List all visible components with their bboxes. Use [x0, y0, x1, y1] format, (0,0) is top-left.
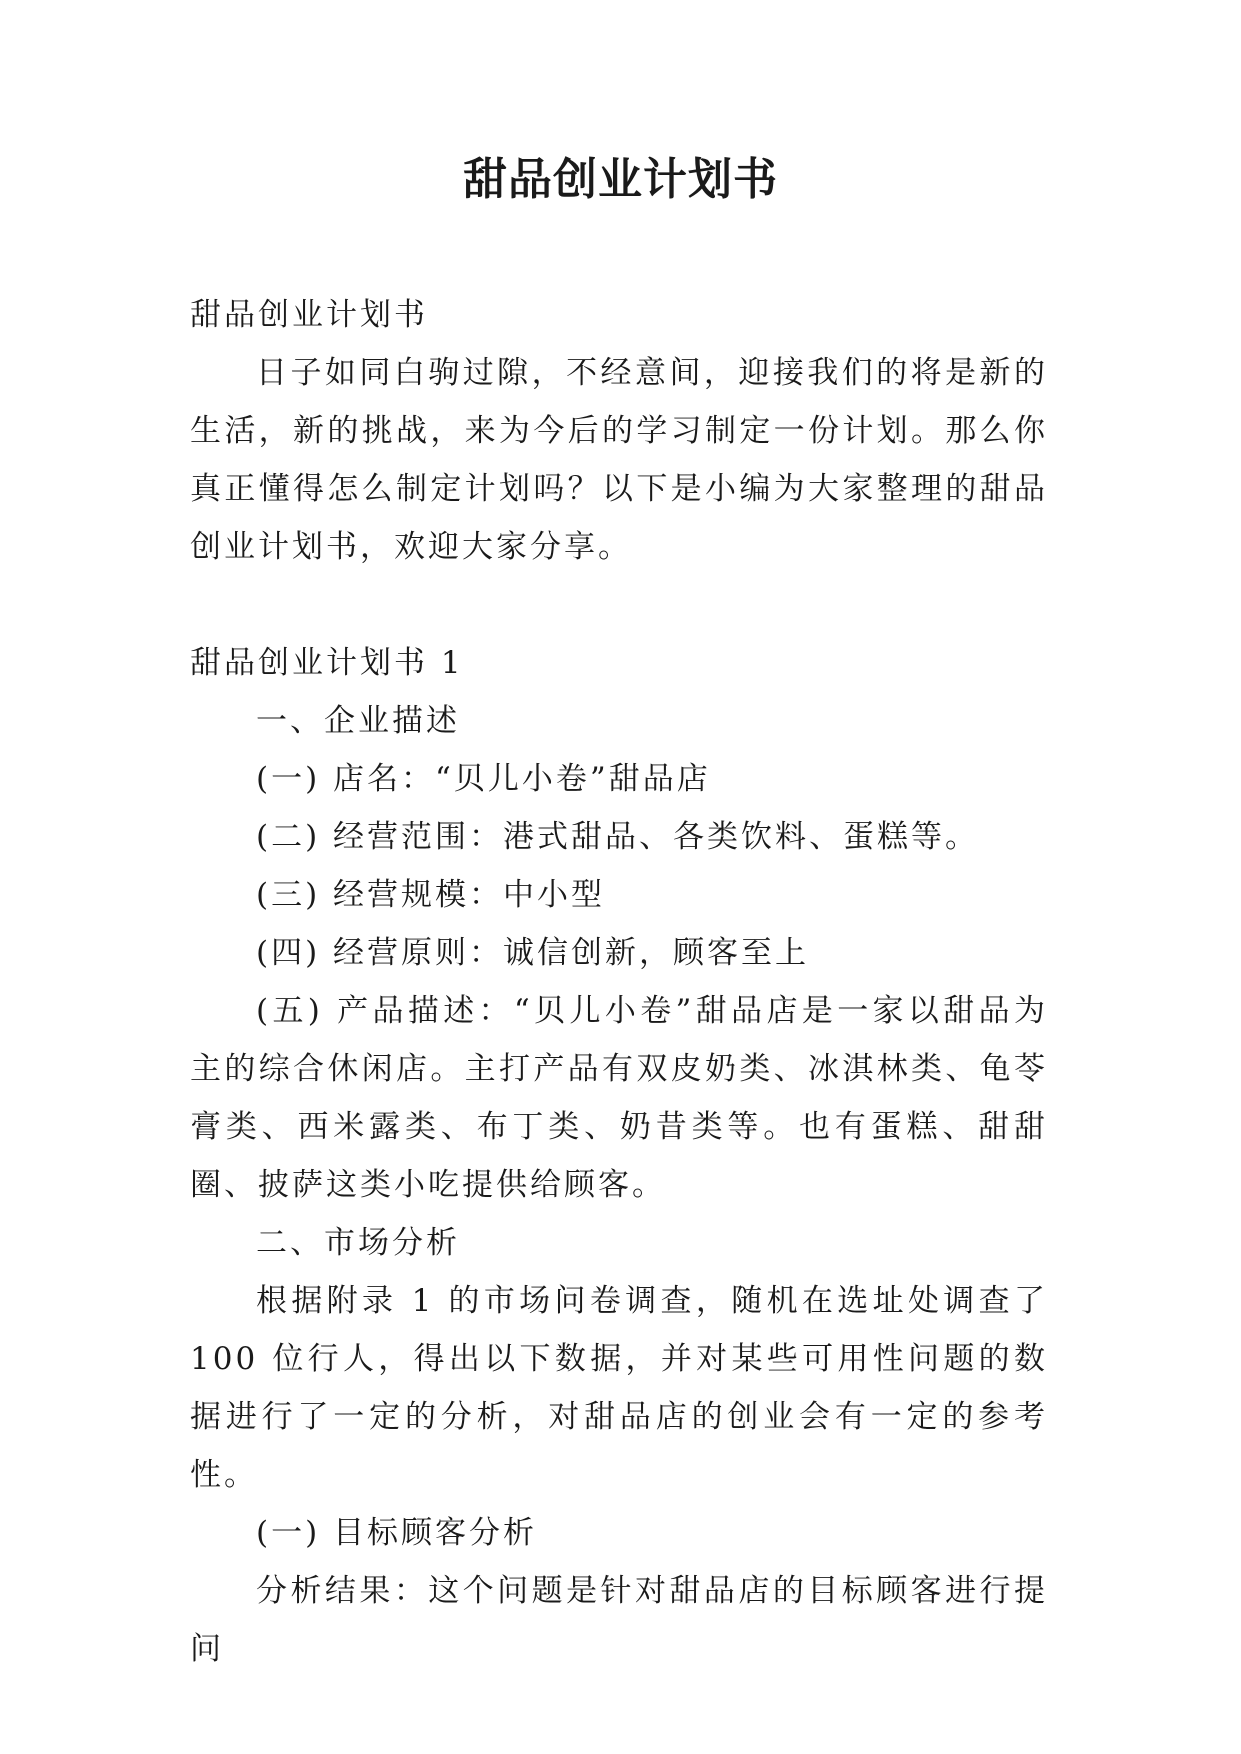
paragraph-intro: 日子如同白驹过隙，不经意间，迎接我们的将是新的生活，新的挑战，来为今后的学习制定一份计划。那么你真正懂得怎么制定计划吗？以下是小编为大家整理的甜品创业计划书，欢迎大家分享。: [190, 355, 1048, 565]
paragraph-shop-name: (一) 店名：“贝儿小卷”甜品店: [256, 761, 711, 797]
paragraph-business-scope: (二) 经营范围：港式甜品、各类饮料、蛋糕等。: [256, 819, 980, 855]
paragraph-section-title: 一、企业描述: [256, 703, 460, 739]
document-title: 甜品创业计划书: [463, 154, 778, 205]
paragraph-product-description: (五) 产品描述：“贝儿小卷”甜品店是一家以甜品为主的综合休闲店。主打产品有双皮奶类、冰淇林类、龟苓膏类、西米露类、布丁类、奶昔类等。也有蛋糕、甜甜圈、披萨这类小吃提供给顾客。: [190, 993, 1048, 1203]
paragraph-analysis-result: 分析结果：这个问题是针对甜品店的目标顾客进行提问: [190, 1573, 1048, 1667]
paragraph-section-title: 二、市场分析: [256, 1225, 460, 1261]
section-heading: 甜品创业计划书 1: [190, 645, 464, 681]
document-body: [190, 286, 1048, 1678]
paragraph-business-principle: (四) 经营原则：诚信创新，顾客至上: [256, 935, 810, 971]
paragraph-subsection-title: (一) 目标顾客分析: [256, 1515, 538, 1551]
paragraph-business-scale: (三) 经营规模：中小型: [256, 877, 606, 913]
paragraph-heading: 甜品创业计划书: [190, 297, 428, 333]
paragraph-market-analysis: 根据附录 1 的市场问卷调查，随机在选址处调查了 100 位行人，得出以下数据，并对某些可用性问题的数据进行了一定的分析，对甜品店的创业会有一定的参考性。: [190, 1283, 1048, 1493]
